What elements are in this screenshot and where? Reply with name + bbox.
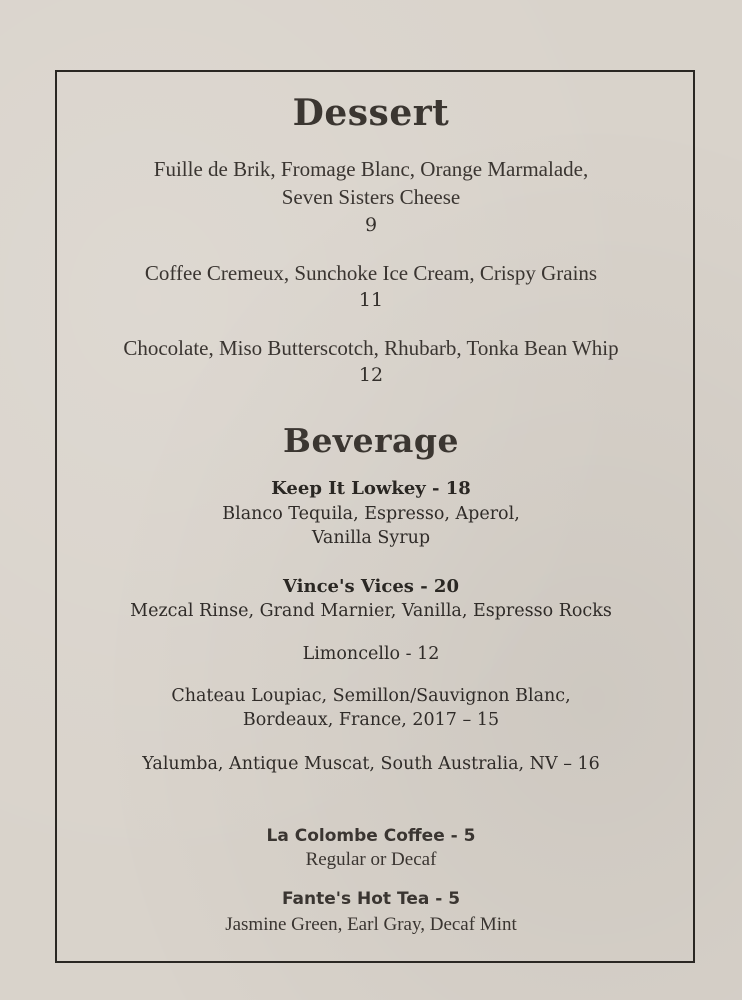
wine-1-line-2: Bordeaux, France, 2017 – 15 xyxy=(242,710,500,730)
coffee-desc: Regular or Decaf xyxy=(305,849,437,870)
cocktail-2-desc: Mezcal Rinse, Grand Marnier, Vanilla, Espresso Rocks xyxy=(130,601,612,621)
tea-name: Fante's Hot Tea - 5 xyxy=(281,889,461,909)
cocktail-1-desc-line-2: Vanilla Syrup xyxy=(311,528,431,548)
limoncello-item: Limoncello - 12 xyxy=(302,644,440,664)
dessert-item-1-line-1: Fuille de Brik, Fromage Blanc, Orange Marmalade, xyxy=(153,157,589,181)
dessert-heading: Dessert xyxy=(292,92,450,134)
wine-1-line-1: Chateau Loupiac, Semillon/Sauvignon Blanc, xyxy=(171,686,571,706)
dessert-item-3-line-1: Chocolate, Miso Butterscotch, Rhubarb, Tonka Bean Whip xyxy=(123,336,619,360)
tea-desc: Jasmine Green, Earl Gray, Decaf Mint xyxy=(225,914,517,935)
cocktail-1-desc-line-1: Blanco Tequila, Espresso, Aperol, xyxy=(222,504,520,524)
cocktail-2-name: Vince's Vices - 20 xyxy=(283,576,459,597)
dessert-item-1-price: 9 xyxy=(364,214,378,236)
beverage-heading: Beverage xyxy=(283,421,459,460)
cocktail-1-name: Keep It Lowkey - 18 xyxy=(271,478,471,499)
wine-2-line-1: Yalumba, Antique Muscat, South Australia, NV – 16 xyxy=(142,754,600,774)
dessert-item-2-price: 11 xyxy=(358,289,384,311)
dessert-item-1-line-2: Seven Sisters Cheese xyxy=(281,185,461,209)
coffee-name: La Colombe Coffee - 5 xyxy=(266,826,476,846)
dessert-item-3-price: 12 xyxy=(358,364,384,386)
dessert-item-2-line-1: Coffee Cremeux, Sunchoke Ice Cream, Crispy Grains xyxy=(144,261,598,285)
